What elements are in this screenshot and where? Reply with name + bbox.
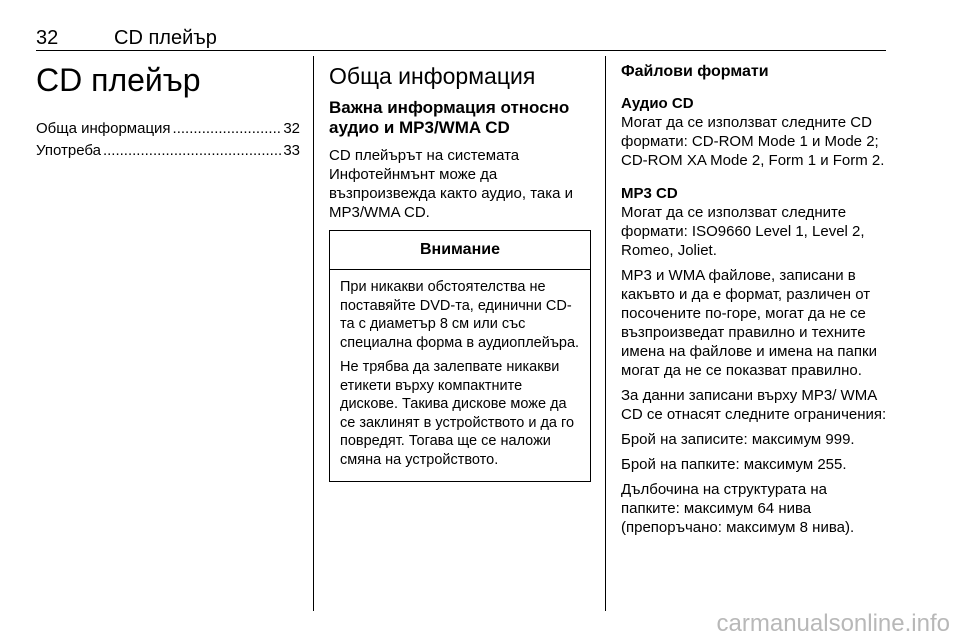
mp3-cd-heading: MP3 CD bbox=[621, 185, 678, 202]
section-heading: Файлови формати bbox=[621, 63, 769, 80]
toc-leader-dots bbox=[173, 118, 282, 140]
caution-title: Внимание bbox=[330, 231, 590, 270]
mp3-paragraph: За данни записани върху MP3/ WMA CD се отнасят следните ограничения: bbox=[621, 387, 887, 423]
toc-entry[interactable] bbox=[36, 140, 300, 162]
caution-paragraph: При никакви обстоятелства не поставяйте DVD-та, единични CD-та с диаметър 8 см или със специална форма в аудиоплейъра. bbox=[340, 279, 580, 351]
toc-entry-label: Употреба bbox=[36, 142, 101, 159]
subsection-heading: Важна информация относно аудио и MP3/WMA CD bbox=[329, 98, 570, 137]
page-number: 32 bbox=[36, 27, 59, 49]
header-rule bbox=[36, 50, 886, 51]
toc-entry-page: 32 bbox=[283, 120, 300, 137]
mp3-paragraph: MP3 и WMA файлове, записани в какъвто и да е формат, различен от посочените по-горе, могат да не се възпроизведат правилно и техните имена на файлове и имена на папки могат да не се показват правилно. bbox=[621, 267, 877, 379]
intro-paragraph: CD плейърът на системата Инфотейнмънт може да възпроизвежда както аудио, така и MP3/WMA CD. bbox=[329, 147, 574, 221]
caution-paragraph: Не трябва да залепвате никакви етикети върху компактните дискове. Такива дискове може да се заклинят в устройството и да го повредят. Тогава ще се наложи смяна на устройството. bbox=[340, 359, 575, 468]
audio-cd-heading: Аудио CD bbox=[621, 95, 694, 112]
toc-entry[interactable] bbox=[36, 118, 300, 140]
mp3-paragraph: Дълбочина на структурата на папките: максимум 64 нива (препоръчано: максимум 8 нива). bbox=[621, 481, 855, 536]
file-formats-column bbox=[621, 62, 889, 543]
caution-body bbox=[330, 270, 590, 481]
toc-entry-page: 33 bbox=[283, 142, 300, 159]
mp3-paragraph: Брой на папките: максимум 255. bbox=[621, 456, 847, 473]
toc-leader-dots bbox=[103, 140, 281, 162]
section-heading: Обща информация bbox=[329, 63, 536, 89]
chapter-title: CD плейър bbox=[36, 62, 201, 98]
running-title: CD плейър bbox=[114, 27, 217, 49]
general-info-column bbox=[329, 62, 591, 482]
column-divider bbox=[605, 56, 606, 611]
watermark: carmanualsonline.info bbox=[716, 610, 950, 637]
toc-column bbox=[36, 62, 300, 162]
caution-box bbox=[329, 230, 591, 482]
column-divider bbox=[313, 56, 314, 611]
mp3-paragraph: Могат да се използват следните формати: ISO9660 Level 1, Level 2, Romeo, Joliet. bbox=[621, 204, 865, 259]
mp3-paragraph: Брой на записите: максимум 999. bbox=[621, 431, 855, 448]
audio-cd-paragraph: Могат да се използват следните CD формати: CD-ROM Mode 1 и Mode 2; CD-ROM XA Mode 2, Form 1 и Form 2. bbox=[621, 114, 885, 169]
toc-entry-label: Обща информация bbox=[36, 120, 171, 137]
